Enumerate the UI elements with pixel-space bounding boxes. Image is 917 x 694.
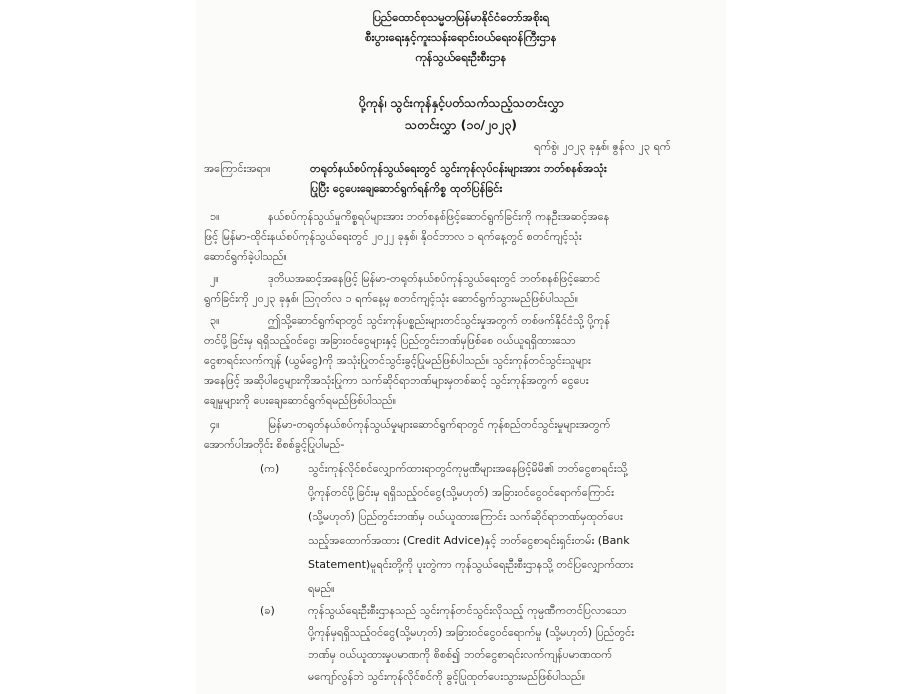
paragraph-1-line-2: ဖြင့် မြန်မာ-ထိုင်းနယ်စပ်ကုန်သွယ်ရေးတွင် ၂၀၂၂ ခုနှစ်၊ နိုဝင်ဘာလ ၁ ရက်နေ့တွင် စတင်ကျင့်သုံး bbox=[204, 230, 582, 243]
subitem-kha-line-2: ပို့ကုန်မှရရှိသည့်ဝင်ငွေ(သို့မဟုတ်) အခြားဝင်ငွေဝင်ရောက်မှု (သို့မဟုတ်) ပြည်တွင်း bbox=[308, 626, 635, 639]
paragraph-2-line-2: ရွက်ခြင်းကို ၂၀၂၃ ခုနှစ်၊ ဩဂုတ်လ ၁ ရက်နေ့မှ စတင်ကျင့်သုံး ဆောင်ရွက်သွားမည်ဖြစ်ပါသည်။ bbox=[204, 292, 579, 305]
subitem-ka-line-2: ပို့ကုန်တင်ပို့ခြင်းမှ ရရှိသည့်ဝင်ငွေ(သို့မဟုတ်) အခြားဝင်ငွေဝင်ရောက်ကြောင်း bbox=[308, 486, 614, 499]
notice-title: ပို့ကုန်၊ သွင်းကုန်နှင့်ပတ်သက်သည့်သတင်းလွှာ bbox=[358, 95, 564, 110]
subitem-ka-line-5: Statement)မူရင်းတို့ကို ပူးတွဲကာ ကုန်သွယ်ရေးဦးစီးဌာနသို့ တင်ပြလျှောက်ထား bbox=[308, 558, 633, 571]
ministry-header-line-2: စီးပွားရေးနှင့်ကူးသန်းရောင်းဝယ်ရေးဝန်ကြီးဌာန bbox=[365, 30, 557, 44]
paragraph-3-line-3: ငွေစာရင်းလက်ကျန် (ယွမ်ငွေ)ကို အသုံးပြုတင်သွင်းခွင့်ပြုမည်ဖြစ်ပါသည်။ သွင်းကုန်တင်သွင်းသူများ bbox=[204, 354, 591, 367]
paragraph-4-line-2: အောက်ပါအတိုင်း စိစစ်ခွင့်ပြုပါမည်- bbox=[204, 438, 345, 451]
ministry-header-line-3: ကုန်သွယ်ရေးဦးစီးဌာန bbox=[415, 50, 507, 64]
paragraph-3-line-1: ဤသို့ဆောင်ရွက်ရာတွင် သွင်းကုန်ပစ္စည်းများတင်သွင်းမှုအတွက် တစ်ဖက်နိုင်ငံသို့ ပို့ကုန် bbox=[268, 314, 610, 327]
subitem-kha-line-1: ကုန်သွယ်ရေးဦးစီးဌာနသည် သွင်းကုန်တင်သွင်းလိုသည့် ကုမ္ပဏီကတင်ပြလာသော bbox=[308, 604, 627, 617]
paragraph-4-number: ၄။ bbox=[210, 418, 220, 431]
paragraph-1-line-3: ဆောင်ရွက်ခဲ့ပါသည်။ bbox=[204, 250, 287, 263]
subitem-ka-line-1: သွင်းကုန်လိုင်စင်လျှောက်ထားရာတွင်ကုမ္ပဏီများအနေဖြင့်မိမိ၏ ဘတ်ငွေစာရင်းသို့ bbox=[308, 462, 628, 475]
paragraph-1-line-1: နယ်စပ်ကုန်သွယ်မှုကိစ္စရပ်များအား ဘတ်စနစ်ဖြင့်ဆောင်ရွက်ခြင်းကို ကနဦးအဆင့်အနေ bbox=[268, 210, 610, 223]
ministry-header-line-1: ပြည်ထောင်စုသမ္မတမြန်မာနိုင်ငံတော်အစိုးရ bbox=[372, 10, 550, 24]
document-page bbox=[196, 0, 726, 694]
subitem-ka-line-3: (သို့မဟုတ်) ပြည်တွင်းဘဏ်မှ ဝယ်ယူထားကြောင်း သက်ဆိုင်ရာဘဏ်မှထုတ်ပေး bbox=[308, 510, 623, 523]
subitem-kha-line-3: ဘဏ်မှ ဝယ်ယူထားမှုပမာဏကို စိစစ်၍ ဘတ်ငွေစာရင်းလက်ကျန်ပမာဏထက် bbox=[308, 648, 613, 661]
paragraph-2-number: ၂။ bbox=[210, 272, 219, 285]
subject-line-1: တရုတ်နယ်စပ်ကုန်သွယ်ရေးတွင် သွင်းကုန်လုပ်ငန်းများအား ဘတ်စနစ်အသုံး bbox=[310, 162, 607, 175]
subitem-kha-label: (ခ) bbox=[260, 604, 275, 617]
paragraph-3-line-5: ချေမှုများကို ပေးချေဆောင်ရွက်ရမည်ဖြစ်ပါသည်။ bbox=[204, 394, 397, 407]
paragraph-3-line-4: အနေဖြင့် အဆိုပါငွေများကိုအသုံးပြုကာ သက်ဆိုင်ရာဘဏ်များမှတစ်ဆင့် သွင်းကုန်အတွက် ငွေပေး bbox=[204, 374, 589, 387]
subject-label: အကြောင်းအရာ။ bbox=[204, 162, 271, 175]
subitem-kha-line-4: မကျော်လွန်ဘဲ သွင်းကုန်လိုင်စင်ကို ခွင့်ပြုထုတ်ပေးသွားမည်ဖြစ်ပါသည်။ bbox=[308, 670, 586, 683]
notice-date: ရက်စွဲ၊ ၂၀၂၃ ခုနှစ်၊ ဇွန်လ ၂၃ ရက် bbox=[534, 140, 671, 153]
paragraph-3-number: ၃။ bbox=[210, 314, 220, 327]
subitem-ka-line-6: ရမည်။ bbox=[308, 582, 335, 595]
paragraph-1-number: ၁။ bbox=[210, 210, 220, 223]
notice-number: သတင်းလွှာ (၁၀/၂၀၂၃) bbox=[405, 117, 517, 132]
subitem-ka-label: (က) bbox=[260, 462, 280, 475]
subitem-ka-line-4: သည့်အထောက်အထား (Credit Advice)နှင့် ဘတ်ငွေစာရင်းရှင်းတမ်း (Bank bbox=[308, 534, 630, 547]
paragraph-2-line-1: ဒုတိယအဆင့်အနေဖြင့် မြန်မာ-တရုတ်နယ်စပ်ကုန်သွယ်ရေးတွင် ဘတ်စနစ်ဖြင့်ဆောင် bbox=[268, 272, 601, 285]
subject-line-2: ပြုပြီး ငွေပေးချေဆောင်ရွက်ရန်ကိစ္စ ထုတ်ပြန်ခြင်း bbox=[310, 182, 503, 195]
paragraph-4-line-1: မြန်မာ-တရုတ်နယ်စပ်ကုန်သွယ်မှုများဆောင်ရွက်ရာတွင် ကုန်စည်တင်သွင်းမှုများအတွက် bbox=[268, 418, 611, 431]
paragraph-3-line-2: တင်ပို့ခြင်းမှ ရရှိသည့်ဝင်ငွေ၊ အခြားဝင်ငွေများနှင့် ပြည်တွင်းဘဏ်မှဖြစ်စေ ဝယ်ယူရရှိထားသော bbox=[204, 334, 576, 347]
